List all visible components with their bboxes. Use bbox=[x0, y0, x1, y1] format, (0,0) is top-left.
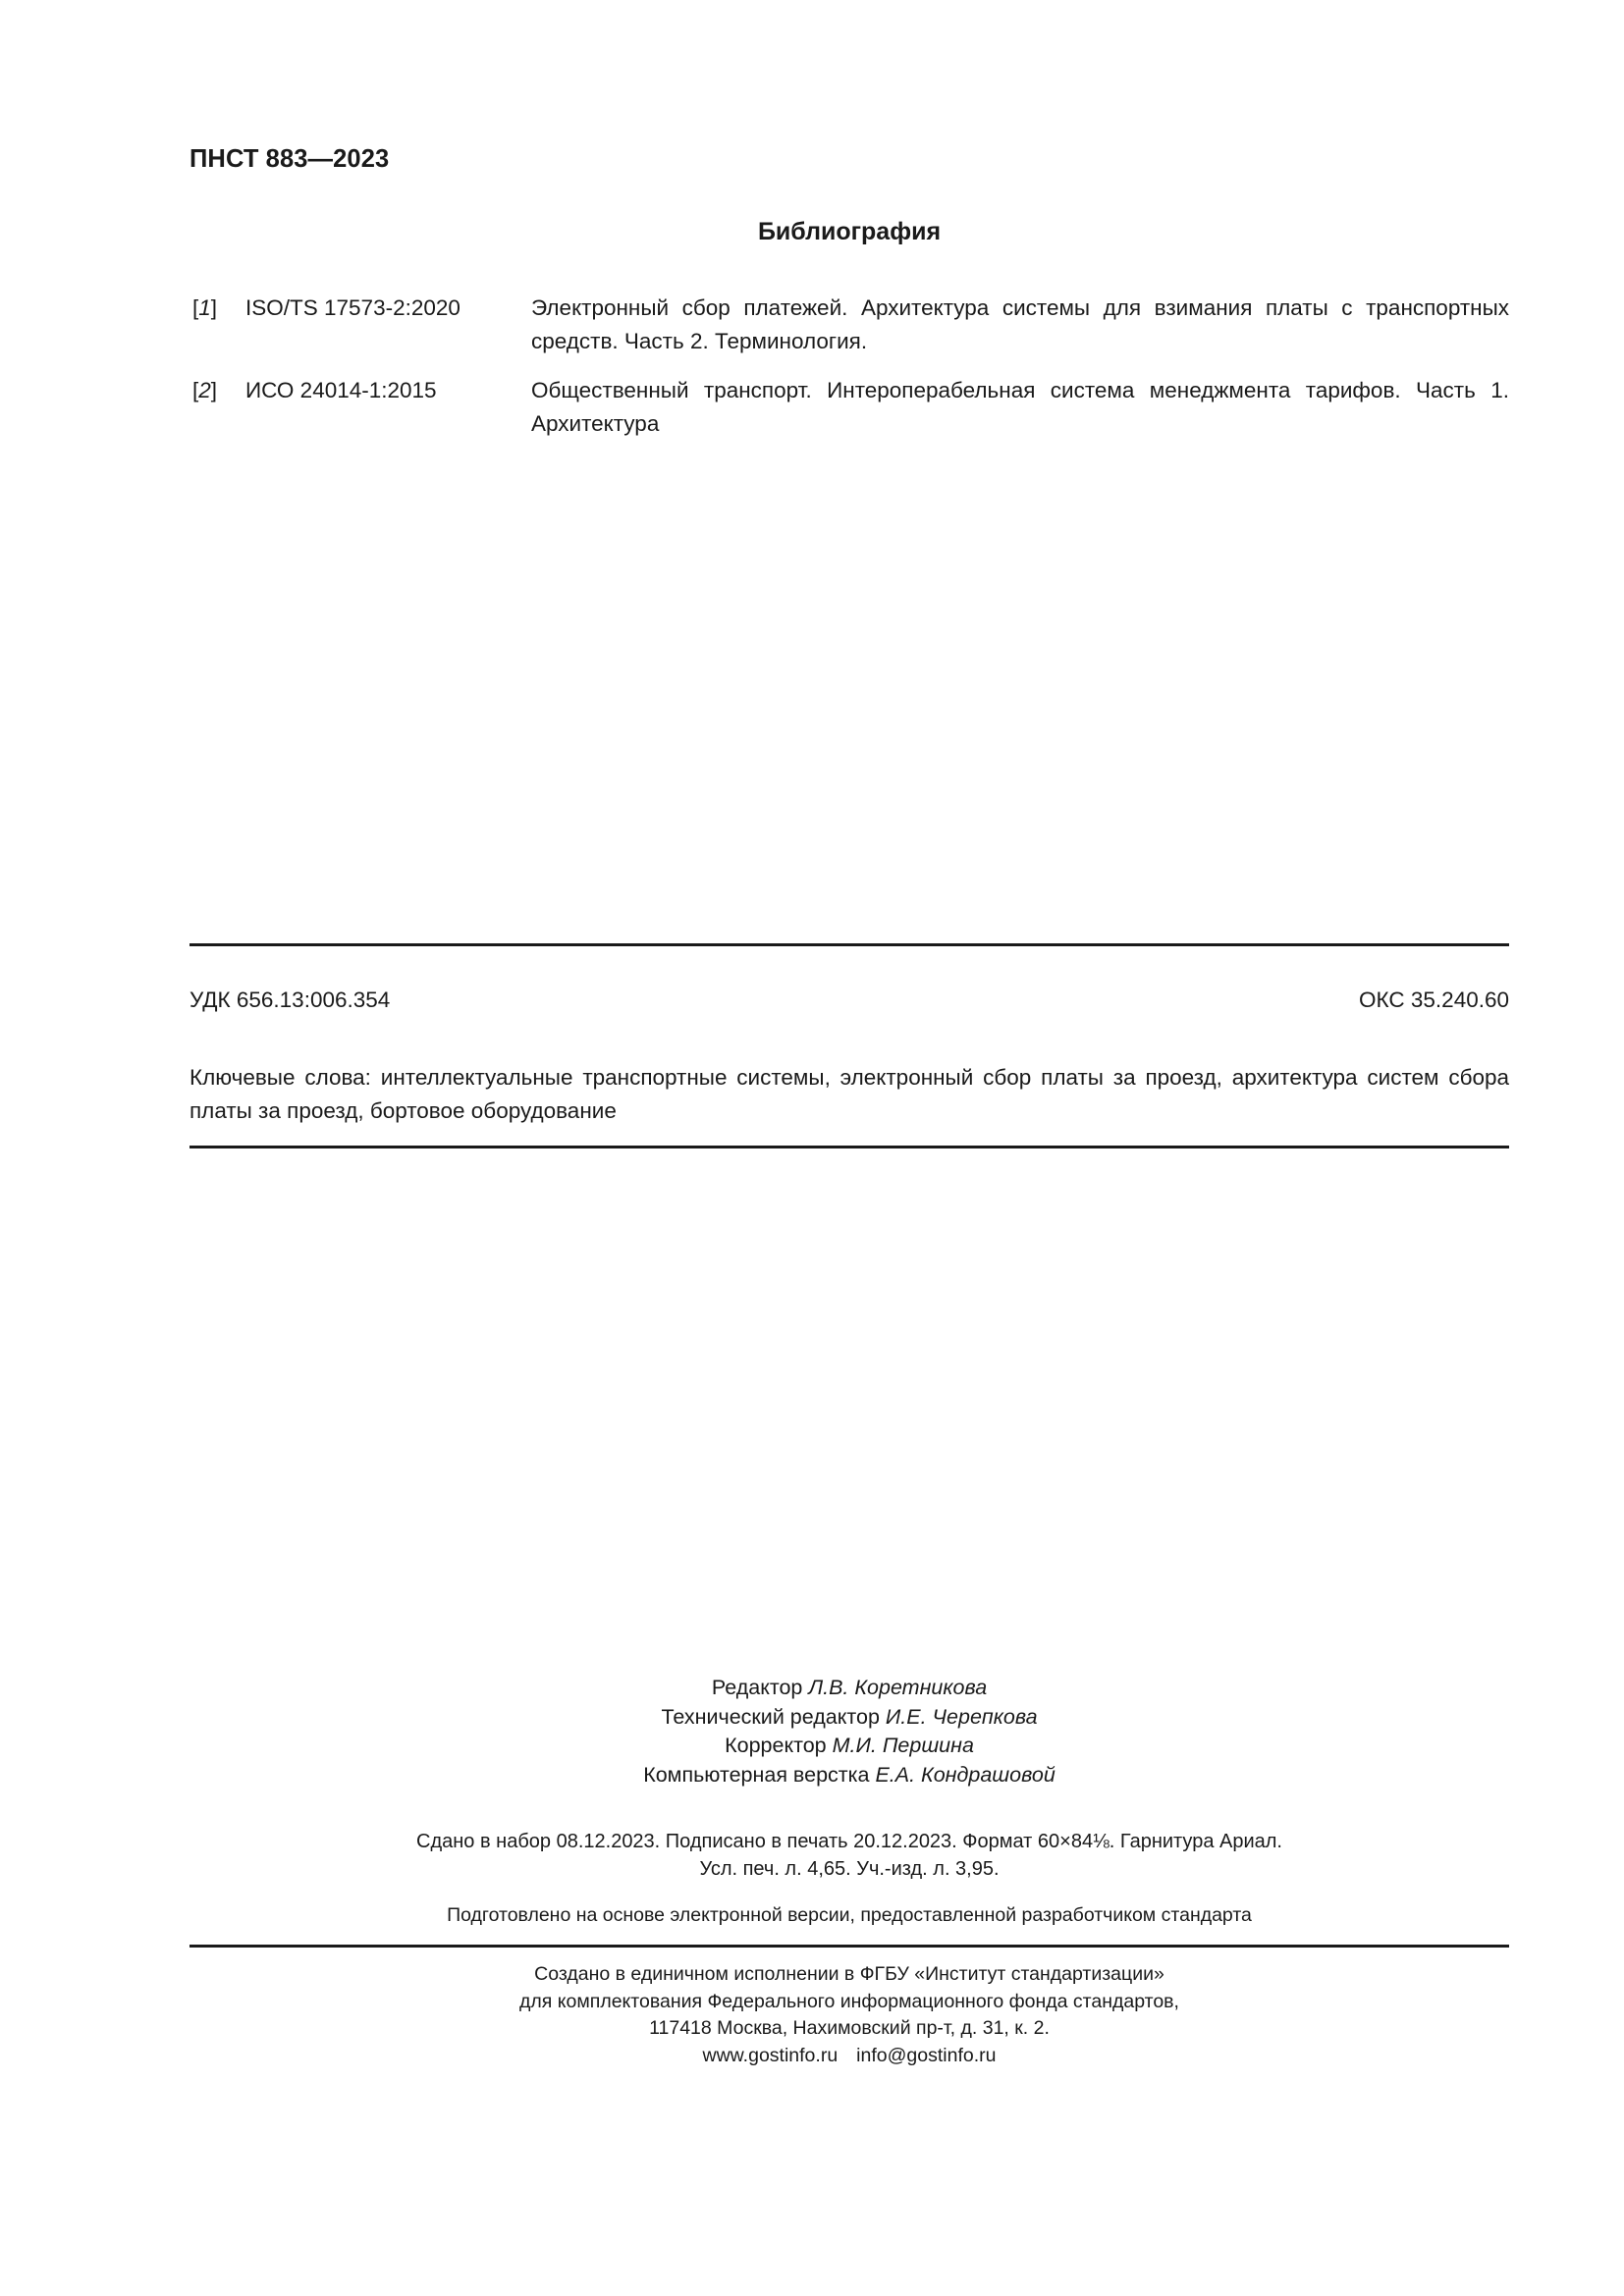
bibliography-entry-number-value: 1 bbox=[198, 295, 211, 320]
section-title-bibliography: Библиография bbox=[757, 218, 942, 245]
bibliography-entry-number: [2] bbox=[192, 378, 218, 402]
bibliography-entry-reference: ISO/TS 17573-2:2020 bbox=[245, 295, 460, 320]
bibliography-entry-number: [1] bbox=[192, 295, 218, 320]
credit-layout-name: Е.А. Кондрашовой bbox=[875, 1762, 1056, 1787]
bibliography-entry bbox=[189, 292, 1509, 358]
bibliography-entry-reference: ИСО 24014-1:2015 bbox=[245, 378, 437, 402]
print-data-line-2: Усл. печ. л. 4,65. Уч.-изд. л. 3,95. bbox=[699, 1858, 1000, 1880]
credit-editor bbox=[189, 1674, 1509, 1703]
udk-code: УДК 656.13:006.354 bbox=[189, 988, 391, 1012]
bibliography-list bbox=[189, 292, 1509, 456]
divider-above-imprint bbox=[189, 1945, 1509, 1948]
imprint-line-2: для комплектования Федерального информационного фонда стандартов, bbox=[519, 1990, 1179, 2012]
oks-code: ОКС 35.240.60 bbox=[1359, 988, 1509, 1012]
imprint-website[interactable]: www.gostinfo.ru bbox=[702, 2044, 839, 2066]
prepared-from-electronic-version-note: Подготовлено на основе электронной версии, предоставленной разработчиком стандарта bbox=[447, 1904, 1252, 1926]
credit-layout bbox=[189, 1761, 1509, 1790]
credit-technical-editor-label: Технический редактор bbox=[661, 1704, 880, 1729]
credit-proofreader-label: Корректор bbox=[725, 1734, 827, 1757]
imprint-email[interactable]: info@gostinfo.ru bbox=[856, 2044, 997, 2066]
imprint-line-1: Создано в единичном исполнении в ФГБУ «Институт стандартизации» bbox=[534, 1963, 1164, 1985]
credit-layout-label: Компьютерная верстка bbox=[643, 1762, 870, 1787]
print-data-line-1: Сдано в набор 08.12.2023. Подписано в печать 20.12.2023. Формат 60×84⅛. Гарнитура Ариал. bbox=[416, 1831, 1282, 1852]
page-content bbox=[189, 0, 1509, 2296]
credit-editor-label: Редактор bbox=[711, 1676, 803, 1699]
credit-proofreader-name: М.И. Першина bbox=[832, 1734, 974, 1757]
bibliography-entry-text: Электронный сбор платежей. Архитектура системы для взимания платы с транспортных средств. Часть 2. Терминология. bbox=[531, 295, 1509, 353]
credit-editor-name: Л.В. Коретникова bbox=[808, 1676, 988, 1699]
bibliography-entry-number-value: 2 bbox=[198, 378, 211, 402]
running-head-standard-number: ПНСТ 883—2023 bbox=[189, 145, 390, 173]
publisher-imprint bbox=[189, 1961, 1509, 2069]
credit-proofreader bbox=[189, 1732, 1509, 1761]
imprint-line-3: 117418 Москва, Нахимовский пр-т, д. 31, к. 2. bbox=[649, 2017, 1050, 2039]
imprint-contacts bbox=[189, 2043, 1509, 2070]
divider-above-udk bbox=[189, 943, 1509, 946]
print-production-data bbox=[189, 1828, 1509, 1883]
bibliography-entry bbox=[189, 374, 1509, 441]
classification-row bbox=[189, 985, 1509, 1016]
keywords-paragraph: Ключевые слова: интеллектуальные транспортные системы, электронный сбор платы за проезд, архитектура систем сбора платы за проезд, бортовое оборудование bbox=[189, 1065, 1509, 1123]
editorial-credits bbox=[189, 1674, 1509, 1789]
credit-technical-editor bbox=[189, 1703, 1509, 1733]
credit-technical-editor-name: И.Е. Черепкова bbox=[885, 1704, 1038, 1729]
bibliography-entry-text: Общественный транспорт. Интероперабельная система менеджмента тарифов. Часть 1. Архитектура bbox=[531, 378, 1509, 436]
divider-below-keywords bbox=[189, 1146, 1509, 1148]
